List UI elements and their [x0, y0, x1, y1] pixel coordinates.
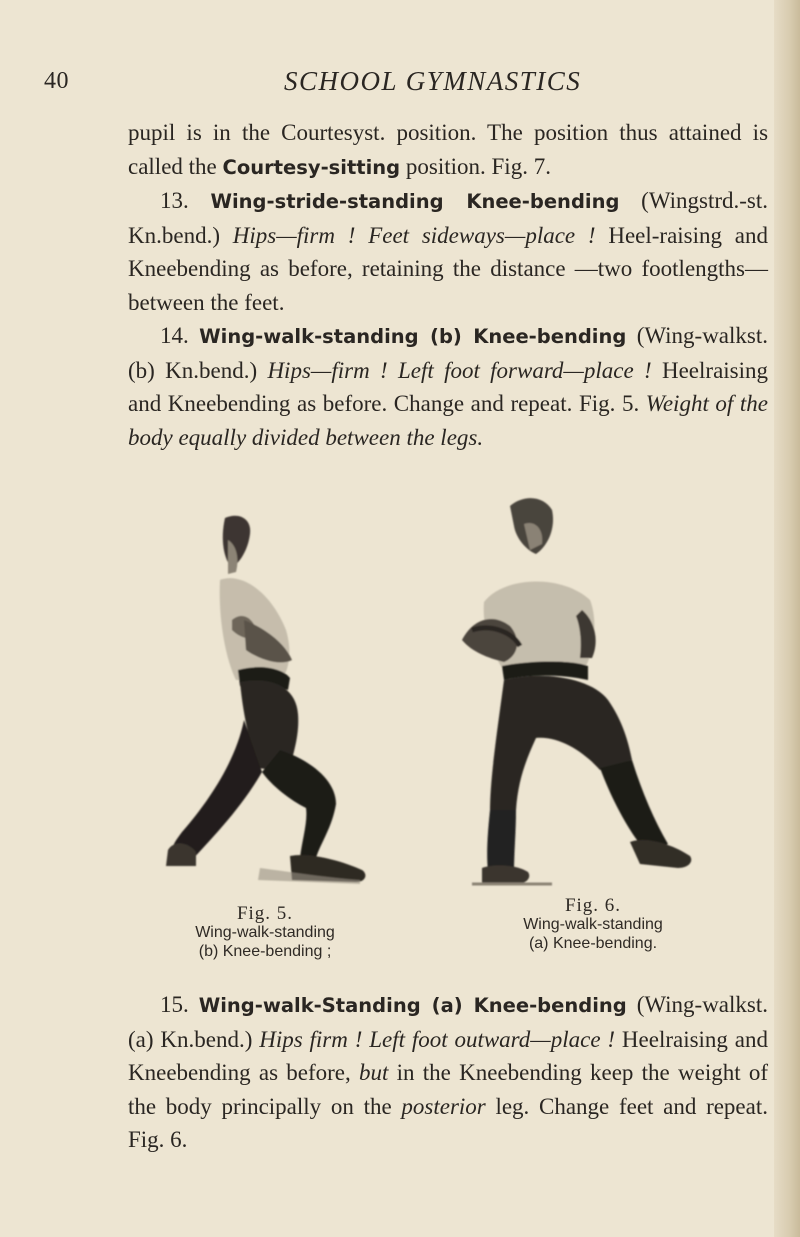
exercise-command: Hips—firm ! Feet sideways—place !: [232, 222, 596, 248]
figure-5-illustration: [140, 510, 390, 900]
exercise-heading: Wing-walk-standing (b) Knee-bending: [199, 325, 627, 348]
paragraph-line: pupil is in the Courtesyst. position. The position thus: [128, 120, 658, 145]
exercise-heading: Wing-walk-Standing (a) Knee-bending: [198, 994, 627, 1017]
exercise-abbreviation: (Wing-walkst. (b) Kn.bend.): [128, 323, 768, 383]
exercise-command: Hips firm ! Left foot outward—place !: [259, 1026, 616, 1052]
running-head: [44, 62, 756, 102]
figure-6-title: Fig. 6.: [564, 895, 622, 916]
figure-6-caption-line1: Wing-walk-standing: [523, 916, 663, 933]
figure-5-caption-line2: (b) Knee-bending ;: [198, 943, 332, 960]
exercise-number: 14.: [160, 323, 200, 348]
exercise-number: 15.: [160, 992, 199, 1017]
position-name: Courtesy-sitting: [222, 155, 401, 179]
exercise-abbreviation: (Wing-walkst. (a) Kn.bend.): [128, 992, 768, 1052]
exercise-body: Heelraising and Kneebending as before,: [128, 1026, 768, 1085]
figure-6-caption-line2: (a) Knee-bending.: [528, 935, 658, 952]
exercise-number: 13.: [160, 188, 211, 213]
paragraph-text: attained is called the: [128, 120, 769, 179]
emphasis-but: but: [359, 1060, 389, 1085]
figure-5-caption: [140, 904, 390, 961]
figure-6-illustration: [432, 480, 722, 900]
exercise-command: Hips—firm ! Left foot forward—place !: [267, 357, 652, 383]
figure-5-title: Fig. 5.: [236, 903, 294, 924]
exercise-body: in the Kneebending keep the weight of the body principally on the: [128, 1060, 769, 1119]
exercise-13: [128, 184, 768, 319]
exercise-note: Weight of the body equally divided between the legs.: [128, 391, 768, 450]
emphasis-posterior: posterior: [401, 1093, 486, 1119]
exercise-body: Heel-raising and Kneebending as before, retaining the distance —two footlengths—between the feet.: [128, 222, 768, 315]
paragraph-text: position. Fig. 7.: [400, 153, 551, 179]
text-upper: [128, 116, 768, 454]
exercise-abbreviation: (Wingstrd.-st. Kn.bend.): [128, 188, 769, 248]
page-number: 40: [44, 68, 69, 94]
exercise-body: Heelraising and Kneebending as before. Change and repeat. Fig. 5.: [128, 357, 769, 416]
exercise-14: [128, 319, 768, 454]
figure-5-caption-line1: Wing-walk-standing: [195, 924, 335, 941]
text-lower: [128, 988, 768, 1157]
exercise-body: leg. Change feet and repeat. Fig. 6.: [128, 1093, 768, 1152]
gymnast-front-view: [432, 480, 722, 900]
running-title: SCHOOL GYMNASTICS: [284, 66, 582, 96]
paragraph-continuation: [128, 116, 768, 184]
figure-6-caption: [468, 896, 718, 953]
page-edge-shadow: [774, 0, 800, 1237]
gymnast-side-view: [140, 510, 390, 900]
exercise-15: [128, 988, 768, 1157]
exercise-heading: Wing-stride-standing Knee-bending: [210, 190, 620, 213]
